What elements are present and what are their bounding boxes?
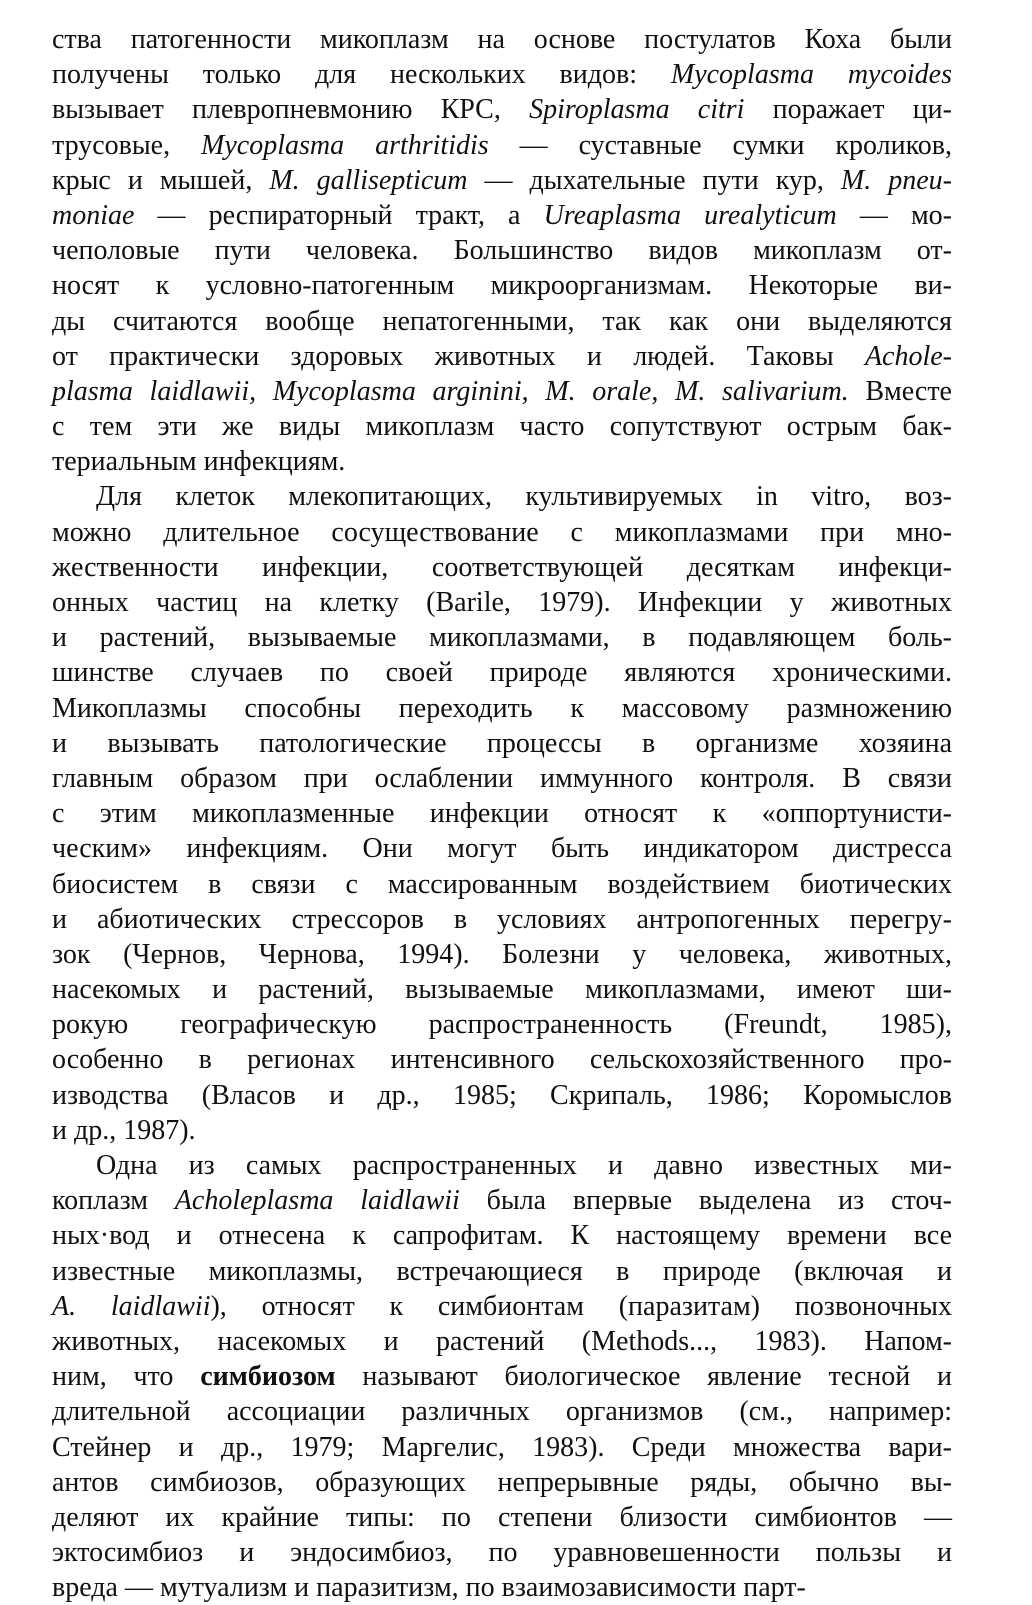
- text-line: [52, 479, 952, 514]
- text-run: получены только для нескольких видов:: [52, 59, 671, 91]
- text-line: [52, 796, 952, 831]
- italic-text: Mycoplasma arthritidis: [201, 129, 489, 161]
- text-run: коплазм: [52, 1185, 175, 1217]
- text-line: [52, 1465, 952, 1500]
- text-line: [52, 691, 952, 726]
- text-line: [52, 1254, 952, 1289]
- paragraph: [52, 22, 952, 479]
- text-line: [52, 902, 952, 937]
- text-run: чеполовые пути человека. Большинство видов микоплазм от-: [52, 235, 952, 267]
- text-run: антов симбиозов, образующих непрерывные ряды, обычно вы-: [52, 1466, 952, 1498]
- italic-text: Achole-: [864, 340, 952, 372]
- text-run: зок (Чернов, Чернова, 1994). Болезни у человека, животных,: [52, 938, 952, 970]
- text-line: [52, 831, 952, 866]
- body-text: [52, 22, 952, 1605]
- text-line: [52, 585, 952, 620]
- text-run: ства патогенности микоплазм на основе постулатов Коха были: [52, 24, 952, 55]
- text-run: называют биологическое явление тесной и: [335, 1361, 953, 1393]
- text-run: и др., 1987).: [52, 1114, 196, 1146]
- text-run: особенно в регионах интенсивного сельскохозяйственного про-: [52, 1044, 952, 1076]
- text-line: [52, 233, 952, 268]
- text-run: Для клеток млекопитающих, культивируемых in vitro, воз-: [96, 481, 952, 513]
- text-run: Стейнер и др., 1979; Маргелис, 1983). Среди множества вари-: [52, 1431, 952, 1463]
- text-run: длительной ассоциации различных организмов (см., например:: [52, 1396, 952, 1428]
- text-run: от практически здоровых животных и людей. Таковы: [52, 340, 865, 372]
- text-run: онных частиц на клетку (Barile, 1979). Инфекции у животных: [52, 587, 952, 618]
- text-line: [52, 409, 952, 444]
- text-line: [52, 1289, 952, 1324]
- text-run: — дыхательные пути кур,: [467, 164, 841, 196]
- text-line: [52, 655, 952, 690]
- text-run: деляют их крайние типы: по степени близости симбионтов —: [52, 1501, 952, 1533]
- text-line: [52, 57, 952, 92]
- text-line: [52, 550, 952, 585]
- text-run: — суставные сумки кроликов,: [488, 129, 952, 161]
- italic-text: plasma laidlawii, Mycoplasma arginini, M. orale, M. salivarium.: [52, 375, 849, 407]
- text-line: [52, 867, 952, 902]
- text-line: [52, 198, 952, 233]
- text-line: [52, 1078, 952, 1113]
- paragraph: [52, 1148, 952, 1605]
- text-run: Микоплазмы способны переходить к массовому размножению: [52, 692, 952, 724]
- text-run: Вместе: [848, 375, 952, 407]
- text-line: [52, 268, 952, 303]
- text-line: [52, 1183, 952, 1218]
- text-line: [52, 761, 952, 796]
- text-run: ных·вод и отнесена к сапрофитам. К настоящему времени все: [52, 1220, 952, 1252]
- text-line: [52, 1113, 952, 1148]
- text-line: [52, 1042, 952, 1077]
- text-run: — мо-: [836, 199, 953, 231]
- text-line: [52, 515, 952, 550]
- text-run: с тем эти же виды микоплазм часто сопутствуют острым бак-: [52, 411, 952, 443]
- text-run: можно длительное сосуществование с микоплазмами при мно-: [52, 516, 952, 548]
- text-run: — респираторный тракт, а: [134, 199, 544, 231]
- text-line: [52, 163, 952, 198]
- text-line: [52, 726, 952, 761]
- text-line: [52, 444, 952, 479]
- text-line: [52, 937, 952, 972]
- text-run: крыс и мышей,: [52, 164, 270, 196]
- text-line: [52, 128, 952, 163]
- text-run: биосистем в связи с массированным воздействием биотических: [52, 868, 952, 900]
- text-run: вреда — мутуализм и паразитизм, по взаимозависимости парт-: [52, 1572, 806, 1604]
- text-run: с этим микоплазменные инфекции относят к «оппортунисти-: [52, 798, 952, 830]
- italic-text: M. pneu-: [840, 164, 952, 196]
- text-run: Одна из самых распространенных и давно известных ми-: [96, 1150, 952, 1181]
- text-line: [52, 1500, 952, 1535]
- text-line: [52, 1218, 952, 1253]
- italic-text: Spiroplasma citri: [529, 94, 745, 126]
- text-line: [52, 92, 952, 127]
- text-line: [52, 374, 952, 409]
- text-run: рокую географическую распространенность (Freundt, 1985),: [52, 1009, 952, 1041]
- text-line: [52, 22, 952, 57]
- text-run: носят к условно-патогенным микроорганизмам. Некоторые ви-: [52, 270, 952, 302]
- text-line: [52, 972, 952, 1007]
- text-line: [52, 1430, 952, 1465]
- italic-text: moniae: [52, 199, 135, 231]
- text-run: шинстве случаев по своей природе являются хроническими.: [52, 657, 952, 689]
- text-run: трусовые,: [52, 129, 202, 161]
- text-run: эктосимбиоз и эндосимбиоз, по уравновешенности пользы и: [52, 1537, 952, 1569]
- text-line: [52, 620, 952, 655]
- text-run: известные микоплазмы, встречающиеся в природе (включая и: [52, 1255, 952, 1287]
- text-run: ды считаются вообще непатогенными, так как они выделяются: [52, 305, 952, 337]
- text-run: ), относят к симбионтам (паразитам) позвоночных: [210, 1290, 952, 1322]
- text-run: была впервые выделена из сточ-: [459, 1185, 953, 1217]
- text-run: ним, что: [52, 1361, 201, 1393]
- text-run: вызывает плевропневмонию КРС,: [52, 94, 530, 126]
- text-run: насекомых и растений, вызываемые микоплазмами, имеют ши-: [52, 974, 952, 1006]
- text-line: [52, 1359, 952, 1394]
- text-line: [52, 1535, 952, 1570]
- bold-term: симбиозом: [200, 1361, 336, 1393]
- text-line: [52, 1394, 952, 1429]
- text-run: териальным инфекциям.: [52, 446, 346, 478]
- italic-text: Mycoplasma mycoides: [670, 59, 952, 91]
- text-line: [52, 339, 952, 374]
- text-line: [52, 304, 952, 339]
- text-line: [52, 1324, 952, 1359]
- text-line: [52, 1570, 952, 1605]
- text-run: и абиотических стрессоров в условиях антропогенных перегру-: [52, 903, 952, 935]
- text-run: и вызывать патологические процессы в организме хозяина: [52, 727, 952, 759]
- italic-text: M. gallisepticum: [269, 164, 468, 196]
- text-run: поражает ци-: [744, 94, 952, 126]
- paragraph: [52, 479, 952, 1148]
- text-run: изводства (Власов и др., 1985; Скрипаль, 1986; Коромыслов: [52, 1079, 952, 1111]
- text-line: [52, 1007, 952, 1042]
- text-run: животных, насекомых и растений (Methods..., 1983). Напом-: [52, 1325, 952, 1357]
- italic-text: A. laidlawii: [52, 1290, 211, 1322]
- text-run: главным образом при ослаблении иммунного контроля. В связи: [52, 762, 952, 794]
- italic-text: Acholeplasma laidlawii: [174, 1185, 460, 1217]
- text-run: и растений, вызываемые микоплазмами, в подавляющем боль-: [52, 622, 952, 654]
- text-run: жественности инфекции, соответствующей десяткам инфекци-: [52, 551, 952, 583]
- italic-text: Ureaplasma urealyticum: [543, 199, 837, 231]
- text-run: ческим» инфекциям. Они могут быть индикатором дистресса: [52, 833, 952, 865]
- text-line: [52, 1148, 952, 1183]
